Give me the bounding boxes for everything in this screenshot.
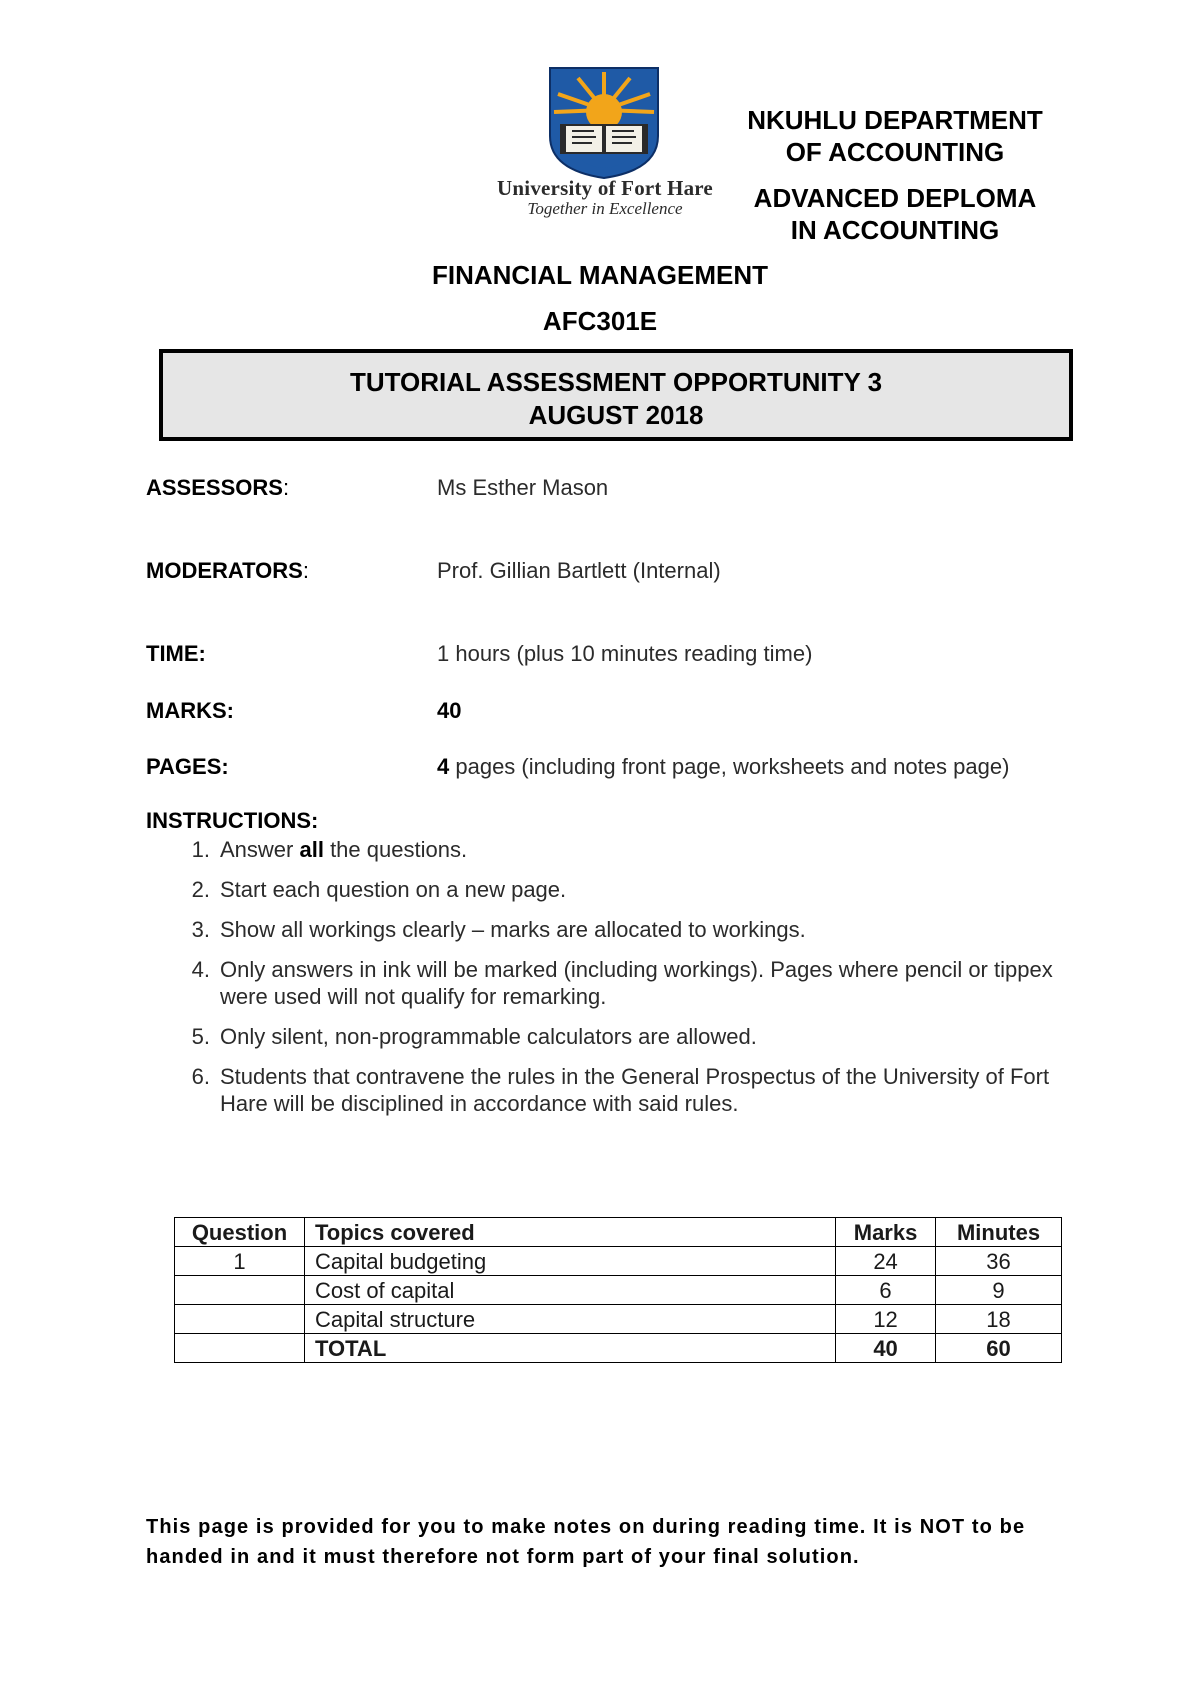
topic-cell: Capital budgeting: [304, 1247, 835, 1276]
department-heading: [730, 104, 1060, 168]
instruction-item: 5. Only silent, non-programmable calculators are allowed.: [191, 1024, 757, 1049]
column-header: Question: [175, 1218, 305, 1247]
question-cell: [175, 1334, 305, 1363]
minutes-cell: 9: [936, 1276, 1062, 1305]
instruction-item: 6. Students that contravene the rules in the General Prospectus of the University of Fort Hare will be disciplined in accordance with said rules.: [191, 1064, 1050, 1116]
marks-value: 40: [437, 698, 462, 723]
instruction-item: 4. Only answers in ink will be marked (including workings). Pages where pencil or tippex were used will not qualify for remarking.: [191, 957, 1053, 1009]
program-line-2: IN ACCOUNTING: [790, 215, 1000, 245]
moderators-value: Prof. Gillian Bartlett (Internal): [437, 558, 721, 583]
subject-title: FINANCIAL MANAGEMENT: [431, 260, 769, 290]
total-marks-cell: 40: [836, 1334, 936, 1363]
question-cell: [175, 1276, 305, 1305]
university-name: University of Fort Hare: [497, 176, 713, 200]
instruction-item: 2. Start each question on a new page.: [191, 877, 567, 902]
table-row: [175, 1247, 1062, 1276]
pages-count: 4: [437, 754, 450, 779]
question-cell: 1: [175, 1247, 305, 1276]
time-value: 1 hours (plus 10 minutes reading time): [437, 641, 813, 666]
university-crest-logo: [548, 66, 660, 180]
assessors-value: Ms Esther Mason: [437, 475, 609, 500]
marks-label: MARKS:: [146, 698, 234, 723]
topics-table: [174, 1217, 1062, 1363]
table-header-row: [175, 1218, 1062, 1247]
time-label: TIME:: [146, 641, 206, 666]
department-line-2: OF ACCOUNTING: [785, 137, 1005, 167]
instruction-item: 1. Answer all the questions.: [191, 837, 468, 862]
question-cell: [175, 1305, 305, 1334]
notes-page-footer: This page is provided for you to make notes on during reading time. It is NOT to be handed in and it must therefore not form part of your final solution.: [146, 1516, 1026, 1568]
program-heading: [730, 182, 1060, 246]
department-line-1: NKUHLU DEPARTMENT: [747, 105, 1043, 135]
table-total-row: [175, 1334, 1062, 1363]
university-motto: Together in Excellence: [527, 199, 683, 218]
column-header: Minutes: [936, 1218, 1062, 1247]
instructions-list: [180, 836, 1070, 1130]
pages-value: [437, 754, 1009, 780]
moderators-label: MODERATORS:: [146, 558, 309, 583]
table-row: [175, 1276, 1062, 1305]
marks-cell: 6: [836, 1276, 936, 1305]
table-row: [175, 1305, 1062, 1334]
assessors-label: ASSESSORS:: [146, 475, 290, 500]
assessment-banner: [159, 349, 1073, 441]
total-label-cell: TOTAL: [304, 1334, 835, 1363]
course-code: AFC301E: [542, 306, 658, 336]
total-minutes-cell: 60: [936, 1334, 1062, 1363]
instruction-item: 3. Show all workings clearly – marks are allocated to workings.: [191, 917, 806, 942]
minutes-cell: 36: [936, 1247, 1062, 1276]
topic-cell: Cost of capital: [304, 1276, 835, 1305]
program-line-1: ADVANCED DEPLOMA: [753, 183, 1037, 213]
assessment-date: AUGUST 2018: [528, 400, 704, 430]
column-header: Marks: [836, 1218, 936, 1247]
pages-description: pages (including front page, worksheets and notes page): [449, 754, 1010, 779]
assessment-title: TUTORIAL ASSESSMENT OPPORTUNITY 3: [349, 367, 883, 397]
minutes-cell: 18: [936, 1305, 1062, 1334]
column-header: Topics covered: [304, 1218, 835, 1247]
marks-cell: 12: [836, 1305, 936, 1334]
instructions-title: INSTRUCTIONS:: [146, 808, 319, 833]
topic-cell: Capital structure: [304, 1305, 835, 1334]
marks-cell: 24: [836, 1247, 936, 1276]
pages-label: PAGES:: [146, 754, 229, 779]
